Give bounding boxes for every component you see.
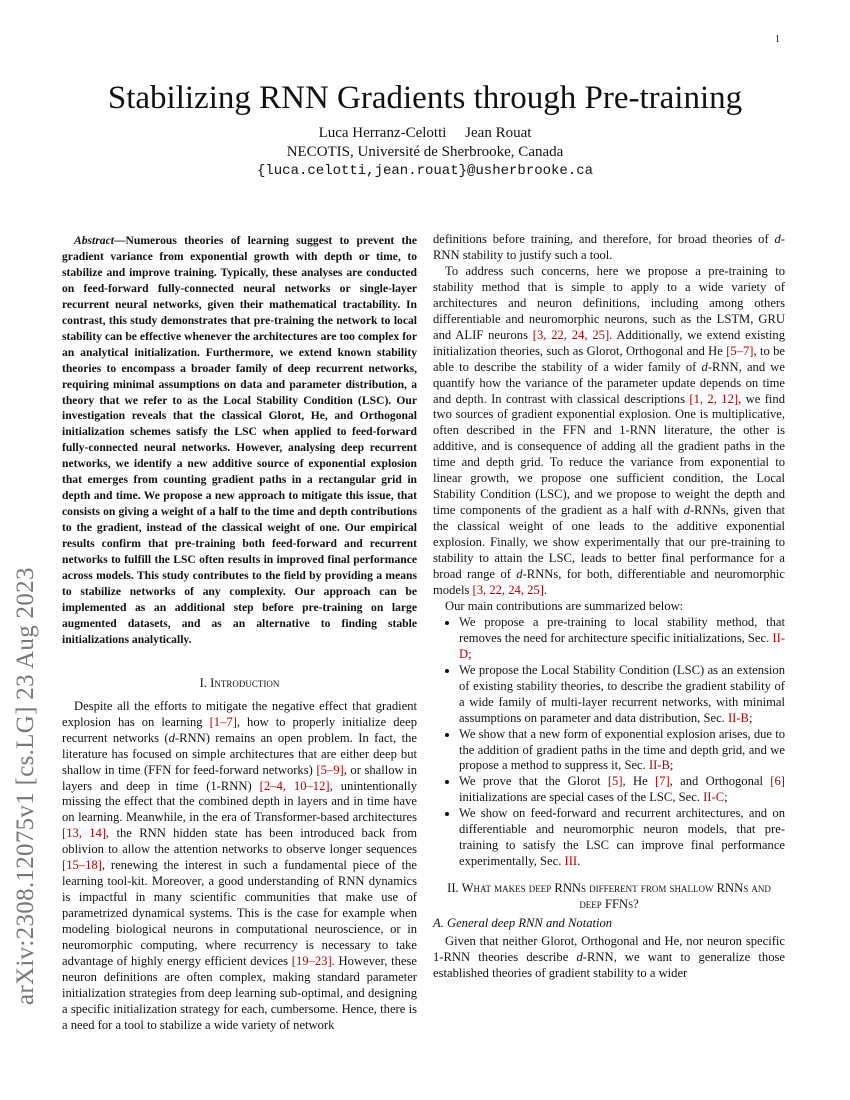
citation-link[interactable]: II-D [459, 630, 785, 661]
text-run: We show on feed-forward and recurrent architectures, and on differentiable and neuromorphic neuron models, that pre-training to satisfy the LSC can improve final performance experimentally, Sec. [459, 806, 785, 869]
abstract-label: Abstract— [74, 234, 126, 247]
text-run: Given that neither Glorot, Orthogonal and He, nor neuron specific 1-RNN theories describe [433, 934, 785, 965]
abstract [62, 233, 417, 648]
text-run: ; [669, 758, 674, 773]
text-run: , and Orthogonal [669, 774, 771, 789]
contributions-intro: Our main contributions are summarized below: [445, 598, 684, 613]
text-run: -RNN, we want to generalize those established theories of gradient stability to a wider [433, 950, 785, 980]
text-run: , to be able to describe the stability of a wider family of [433, 343, 785, 374]
contribution-item [459, 663, 785, 727]
section2-paragraph [433, 934, 785, 982]
citation-link[interactable]: [1–7] [209, 714, 237, 729]
text-run: . However, these neuron definitions are often complex, making standard parameter initialization strategies from deep learning sub-optimal, and designing a specific initialization strategy for each, cumbersome. Hence, there is a need for a tool to stabilize a wide variety of network [62, 953, 417, 1032]
text-run: We propose a pre-training to local stability method, that removes the need for architecture specific initializations, Sec. [459, 614, 785, 645]
abstract-text: Numerous theories of learning suggest to prevent the gradient variance from exponential growth with depth or time, to stabilize and improve training. Typically, these analyses are conducted on feed-forward fully-connected neural networks or single-layer recurrent neural networks, given their mathematical tractability. In contrast, this study demonstrates that pre-training the network to local stability can be effective whenever the architectures are too complex for an analytical initialization. Furthermore, we extend known stability theories to encompass a broader family of deep recurrent networks, requiring minimal assumptions on data and parameter distribution, a theory that we refer to as the Local Stability Condition (LSC). Our investigation reveals that the classical Glorot, He, and Orthogonal initialization schemes satisfy the LSC when applied to feed-forward fully-connected neural networks. However, analysing deep recurrent networks, we identify a new additive source of exponential explosion that emerges from counting gradient paths in a rectangular grid in depth and time. We propose a new approach to mitigate this issue, that consists on giving a weight of a half to the time and depth contributions to the gradient, instead of the classical weight of one. Our empirical results confirm that pre-training both feed-forward and recurrent networks to fulfill the LSC often results in improved final performance across models. This study contributes to the field by providing a means to stabilize networks of any complexity. Our approach can be implemented as an additional step before pre-training on large augmented datasets, and as an alternative to finding stable initializations analytically. [62, 234, 417, 646]
contribution-item [459, 727, 785, 775]
section-heading-2: II. What makes deep RNNs different from shallow RNNs and deep FFNs? [447, 881, 771, 912]
citation-link[interactable]: [15–18] [62, 858, 102, 873]
citation-link[interactable]: [5–9] [316, 762, 344, 777]
arxiv-stamp: arXiv:2308.12075v1 [cs.LG] 23 Aug 2023 [12, 567, 39, 1005]
text-run: , how to properly initialize deep recurrent networks ( [62, 714, 417, 745]
text-run: We propose the Local Stability Condition (LSC) as an extension of existing stability theories, to describe the gradient stability of a wide family of multi-layer recurrent networks, with minimal assumptions on parameter and data distribution, Sec. [459, 662, 785, 725]
text-run: initializations are special cases of the LSC, Sec. [459, 790, 704, 805]
text-run: ; [748, 710, 753, 725]
citation-link[interactable]: [1, 2, 12] [689, 391, 739, 406]
emails: {luca.celotti,jean.rouat}@usherbrooke.ca [256, 163, 594, 179]
text-run: , renewing the interest in such a fundamental piece of the learning tool-kit. Moreover, a good understanding of RNN dynamics is impactful in many scientific communities that make use of parametrized dynamical systems. This is the case for example when modeling biological neurons in computational neuroscience, or in neuromorphic computing, where recurrency is necessary to take advantage of highly energy efficient devices [62, 858, 417, 968]
citation-link[interactable]: [2–4, 10–12] [259, 778, 330, 793]
text-run: , or shallow in layers and deep in time (1-RNN) [62, 762, 418, 793]
page-number: 1 [775, 34, 780, 45]
text-run: -RNN) remains an open problem. In fact, the literature has focused on simple architectures that are either deep but shallow in time (FFN for feed-forward networks) [62, 730, 417, 777]
text-run: -RNNs, for both, differentiable and neuromorphic models [433, 567, 785, 597]
citation-link[interactable]: [3, 22, 24, 25] [532, 327, 610, 342]
contribution-item [459, 774, 785, 806]
citation-link[interactable]: [7] [654, 774, 670, 789]
text-run: . Additionally, we extend existing initialization theories, such as Glorot, Orthogonal and He [433, 327, 785, 358]
paper-title: Stabilizing RNN Gradients through Pre-training [107, 80, 743, 116]
text-run: -RNN, and we quantify how the variance of the parameter update depends on time and depth. In contrast with classical descriptions [433, 359, 785, 406]
citation-link[interactable]: [13, 14] [62, 826, 107, 841]
text-run: , we find two sources of gradient exponential explosion. One is multiplicative, often described in the FFN and 1-RNN literature, the other is additive, and is consequence of adding all the gradient paths in the time and depth grid. To reduce the variance from exponential to linear growth, we propose one sufficient condition, the Local Stability Condition (LSC), and we propose to weight the depth and time components of the gradient as a half with [433, 391, 786, 518]
text-run: We show that a new form of exponential explosion arises, due to the addition of gradient paths in the time and depth grid, and we propose a method to suppress it, Sec. [459, 726, 785, 773]
math-symbol: d [516, 567, 523, 582]
math-symbol: d [774, 232, 781, 246]
text-run: -RNN stability to justify such a tool. [433, 232, 785, 262]
math-symbol: d [683, 503, 690, 518]
math-symbol: d [576, 950, 583, 965]
author-block [0, 124, 850, 181]
math-symbol: d [168, 730, 175, 745]
text-run: definitions before training, and therefore, for broad theories of [433, 232, 775, 246]
text-run: We prove that the Glorot [459, 774, 608, 789]
citation-link[interactable]: [3, 22, 24, 25] [472, 582, 544, 597]
text-run: ; [724, 790, 728, 805]
section-heading-introduction: I. Introduction [199, 675, 280, 690]
citation-link[interactable]: [19–23] [291, 953, 332, 968]
text-run: , the RNN hidden state has been introduced back from oblivion to allow the attention networks to observe longer sequences [62, 826, 418, 857]
text-run: ; [468, 646, 472, 661]
text-run: -RNNs, given that the classical weight of one leads to the additive exponential explosion. Finally, we show experimentally that our pre-training to stability to attain the LSC, leads to better final performance for a broad range of [433, 503, 785, 582]
contribution-item [459, 806, 785, 870]
text-run: . [577, 854, 581, 869]
math-symbol: d [701, 359, 708, 374]
intro-paragraph-2 [433, 264, 785, 599]
citation-link[interactable]: III [564, 854, 578, 869]
contribution-item [459, 615, 785, 663]
affiliation: NECOTIS, Université de Sherbrooke, Canada [286, 144, 564, 160]
intro-paragraph-continued [433, 232, 785, 264]
subsection-heading: A. General deep RNN and Notation [433, 916, 613, 931]
text-run: , unintentionally missing the effect that the combined depth in layers and in time have on learning. Meanwhile, in the era of Transformer-based architectures [62, 778, 417, 825]
citation-link[interactable]: II-C [703, 790, 725, 805]
text-run: Despite all the efforts to mitigate the negative effect that gradient explosion has on learning [62, 698, 417, 729]
citation-link[interactable]: II-B [648, 758, 670, 773]
left-column [62, 233, 417, 1034]
citation-link[interactable]: [6] [770, 774, 785, 789]
authors: Luca Herranz-Celotti Jean Rouat [318, 125, 532, 141]
contributions-list [433, 615, 785, 870]
citation-link[interactable]: [5] [607, 774, 623, 789]
text-run: To address such concerns, here we propose a pre-training to stability method that is simple to apply to a wide variety of architectures and neuron definitions, including among others differentiable and neuromorphic neurons, such as the LSTM, GRU and ALIF neurons [433, 263, 785, 342]
text-run: , He [622, 774, 655, 789]
text-run: . [543, 582, 548, 597]
right-column [433, 232, 785, 982]
citation-link[interactable]: II-B [727, 710, 749, 725]
intro-paragraph [62, 699, 417, 1034]
citation-link[interactable]: [5–7] [726, 343, 754, 358]
